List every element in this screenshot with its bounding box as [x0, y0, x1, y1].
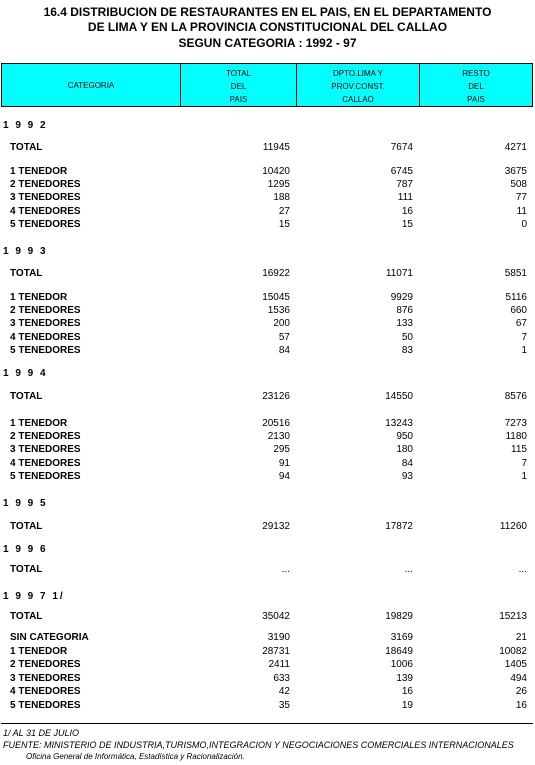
resto-pais-cell: 3675: [504, 166, 527, 177]
lima-callao-cell: 3169: [390, 632, 413, 643]
header-resto-pais: [420, 64, 532, 106]
footer-divider: [1, 723, 533, 724]
total-pais-cell: 2130: [267, 431, 290, 442]
lima-callao-cell: 876: [396, 305, 413, 316]
table-row: [0, 685, 535, 698]
resto-pais-cell: 8576: [504, 391, 527, 402]
total-pais-cell: 15: [278, 219, 290, 230]
lima-callao-cell: 133: [396, 318, 413, 329]
resto-pais-cell: 10082: [499, 646, 527, 657]
lima-callao-cell: 7674: [390, 142, 413, 153]
total-pais-cell: 16922: [262, 268, 290, 279]
resto-pais-cell: 5851: [504, 268, 527, 279]
lima-callao-cell: 50: [401, 332, 413, 343]
lima-callao-cell: 9929: [390, 292, 413, 303]
total-pais-cell: 200: [273, 318, 290, 329]
resto-pais-cell: 5116: [505, 292, 527, 303]
resto-pais-cell: 508: [510, 179, 527, 190]
lima-callao-cell: 111: [397, 192, 413, 203]
header-categoria-label: CATEGORIA: [67, 81, 115, 90]
table-row: [0, 417, 535, 430]
header-lima-line-1: DPTO.LIMA Y: [333, 69, 383, 78]
lima-callao-cell: 16: [401, 686, 413, 697]
category-label: 2 TENEDORES: [10, 431, 81, 442]
total-pais-cell: ...: [281, 564, 290, 575]
category-label: 5 TENEDORES: [10, 345, 81, 356]
lima-callao-cell: 180: [396, 444, 413, 455]
category-label: TOTAL: [10, 564, 43, 575]
table-row: [0, 631, 535, 644]
total-pais-cell: 633: [273, 673, 290, 684]
table-row: [0, 457, 535, 470]
category-label: TOTAL: [10, 268, 43, 279]
category-label: 3 TENEDORES: [10, 444, 81, 455]
total-pais-cell: 28731: [262, 646, 290, 657]
header-total-pais: [181, 64, 297, 106]
table-row: [0, 610, 535, 623]
category-label: 2 TENEDORES: [10, 305, 81, 316]
total-pais-cell: 20516: [262, 418, 290, 429]
lima-callao-cell: 15: [401, 219, 413, 230]
category-label: 3 TENEDORES: [10, 192, 81, 203]
total-pais-cell: 23126: [262, 391, 290, 402]
table-row: [0, 165, 535, 178]
category-label: 3 TENEDORES: [10, 673, 81, 684]
year-label: 1 9 9 3: [3, 246, 48, 257]
total-pais-cell: 42: [278, 686, 290, 697]
resto-pais-cell: 16: [515, 700, 527, 711]
table-row: [0, 672, 535, 685]
header-categoria: [2, 64, 181, 106]
total-pais-cell: 35042: [262, 611, 290, 622]
total-pais-cell: 27: [278, 206, 290, 217]
year-row: [0, 245, 535, 258]
resto-pais-cell: 21: [515, 632, 527, 643]
category-label: 1 TENEDOR: [10, 166, 68, 177]
category-label: TOTAL: [10, 142, 43, 153]
year-label: 1 9 9 2: [3, 120, 48, 131]
lima-callao-cell: 13243: [385, 418, 413, 429]
resto-pais-cell: 26: [515, 686, 527, 697]
total-pais-cell: 188: [273, 192, 290, 203]
table-row: [0, 291, 535, 304]
source-line: FUENTE: MINISTERIO DE INDUSTRIA,TURISMO,INTEGRACION Y NEGOCIACIONES COMERCIALES INTERNACIONALES: [3, 740, 514, 750]
table-row: [0, 520, 535, 533]
table-row: [0, 344, 535, 357]
header-resto-line-3: PAIS: [467, 95, 485, 104]
total-pais-cell: 57: [278, 332, 290, 343]
category-label: SIN CATEGORIA: [10, 632, 89, 643]
table-row: [0, 205, 535, 218]
table-row: [0, 267, 535, 280]
table-row: [0, 443, 535, 456]
table-row: [0, 470, 535, 483]
lima-callao-cell: 19: [401, 700, 413, 711]
lima-callao-cell: 93: [401, 471, 413, 482]
resto-pais-cell: 11260: [499, 521, 527, 532]
category-label: 1 TENEDOR: [10, 418, 68, 429]
resto-pais-cell: 1180: [505, 431, 527, 442]
header-lima-line-3: CALLAO: [342, 95, 374, 104]
category-label: 2 TENEDORES: [10, 179, 81, 190]
lima-callao-cell: ...: [404, 564, 413, 575]
total-pais-cell: 94: [278, 471, 290, 482]
lima-callao-cell: 1006: [390, 659, 413, 670]
resto-pais-cell: 1405: [504, 659, 527, 670]
table-row: [0, 317, 535, 330]
year-label: 1 9 9 4: [3, 368, 48, 379]
year-row: [0, 497, 535, 510]
year-label: 1 9 9 5: [3, 498, 48, 509]
resto-pais-cell: 494: [510, 673, 527, 684]
resto-pais-cell: 115: [511, 444, 527, 455]
table-row: [0, 141, 535, 154]
lima-callao-cell: 950: [396, 431, 413, 442]
resto-pais-cell: 11: [516, 206, 527, 217]
category-label: 4 TENEDORES: [10, 686, 81, 697]
header-total-line-1: TOTAL: [225, 69, 252, 78]
lima-callao-cell: 18649: [385, 646, 413, 657]
table-row: [0, 304, 535, 317]
resto-pais-cell: 7273: [504, 418, 527, 429]
total-pais-cell: 84: [278, 345, 290, 356]
table-row: [0, 191, 535, 204]
lima-callao-cell: 16: [401, 206, 413, 217]
year-row: [0, 590, 535, 603]
office-line: Oficina General de Informática, Estadística y Racionalización.: [26, 752, 245, 761]
lima-callao-cell: 139: [396, 673, 413, 684]
lima-callao-cell: 14550: [385, 391, 413, 402]
lima-callao-cell: 17872: [385, 521, 413, 532]
category-label: 5 TENEDORES: [10, 700, 81, 711]
year-label: 1 9 9 6: [3, 544, 48, 555]
resto-pais-cell: 15213: [499, 611, 527, 622]
lima-callao-cell: 83: [401, 345, 413, 356]
table-row: [0, 390, 535, 403]
resto-pais-cell: 1: [521, 471, 527, 482]
table-row: [0, 658, 535, 671]
category-label: TOTAL: [10, 521, 43, 532]
total-pais-cell: 29132: [262, 521, 290, 532]
table-row: [0, 699, 535, 712]
category-label: 5 TENEDORES: [10, 471, 81, 482]
resto-pais-cell: 660: [510, 305, 527, 316]
header-total-line-2: DEL: [230, 82, 247, 91]
table-row: [0, 331, 535, 344]
resto-pais-cell: ...: [518, 564, 527, 575]
total-pais-cell: 2411: [268, 659, 290, 670]
category-label: 5 TENEDORES: [10, 219, 81, 230]
resto-pais-cell: 1: [521, 345, 527, 356]
year-row: [0, 119, 535, 132]
year-row: [0, 367, 535, 380]
table-title-line-2: DE LIMA Y EN LA PROVINCIA CONSTITUCIONAL DEL CALLAO: [87, 20, 448, 34]
lima-callao-cell: 787: [396, 179, 413, 190]
total-pais-cell: 10420: [262, 166, 290, 177]
lima-callao-cell: 84: [401, 458, 413, 469]
header-total-line-3: PAIS: [229, 95, 248, 104]
resto-pais-cell: 0: [521, 219, 527, 230]
lima-callao-cell: 6745: [390, 166, 413, 177]
footnote: 1/ AL 31 DE JULIO: [3, 728, 80, 738]
table-row: [0, 563, 535, 576]
total-pais-cell: 3190: [267, 632, 290, 643]
category-label: 1 TENEDOR: [10, 646, 68, 657]
table-row: [0, 430, 535, 443]
year-row: [0, 543, 535, 556]
resto-pais-cell: 4271: [504, 142, 527, 153]
table-row: [0, 178, 535, 191]
total-pais-cell: 295: [273, 444, 290, 455]
table-header: [1, 63, 533, 107]
category-label: 2 TENEDORES: [10, 659, 81, 670]
table-title-line-1: 16.4 DISTRIBUCION DE RESTAURANTES EN EL PAIS, EN EL DEPARTAMENTO: [43, 5, 492, 19]
total-pais-cell: 91: [278, 458, 290, 469]
resto-pais-cell: 77: [515, 192, 527, 203]
category-label: 4 TENEDORES: [10, 332, 81, 343]
table-title-line-3: SEGUN CATEGORIA : 1992 - 97: [178, 36, 357, 50]
total-pais-cell: 11945: [262, 142, 290, 153]
category-label: 4 TENEDORES: [10, 206, 81, 217]
header-lima-callao: [297, 64, 420, 106]
total-pais-cell: 1295: [267, 179, 290, 190]
header-resto-line-1: RESTO: [462, 69, 490, 78]
category-label: 1 TENEDOR: [10, 292, 68, 303]
category-label: 3 TENEDORES: [10, 318, 81, 329]
header-lima-line-2: PROV.CONST.: [331, 82, 385, 91]
total-pais-cell: 35: [278, 700, 290, 711]
table-row: [0, 645, 535, 658]
table-row: [0, 218, 535, 231]
year-label: 1 9 9 7 1/: [3, 591, 65, 602]
total-pais-cell: 15045: [262, 292, 290, 303]
resto-pais-cell: 7: [521, 332, 527, 343]
category-label: 4 TENEDORES: [10, 458, 81, 469]
header-resto-line-2: DEL: [468, 82, 484, 91]
category-label: TOTAL: [10, 611, 43, 622]
resto-pais-cell: 7: [521, 458, 527, 469]
category-label: TOTAL: [10, 391, 43, 402]
lima-callao-cell: 11071: [385, 268, 413, 279]
lima-callao-cell: 19829: [385, 611, 413, 622]
resto-pais-cell: 67: [515, 318, 527, 329]
total-pais-cell: 1536: [267, 305, 290, 316]
